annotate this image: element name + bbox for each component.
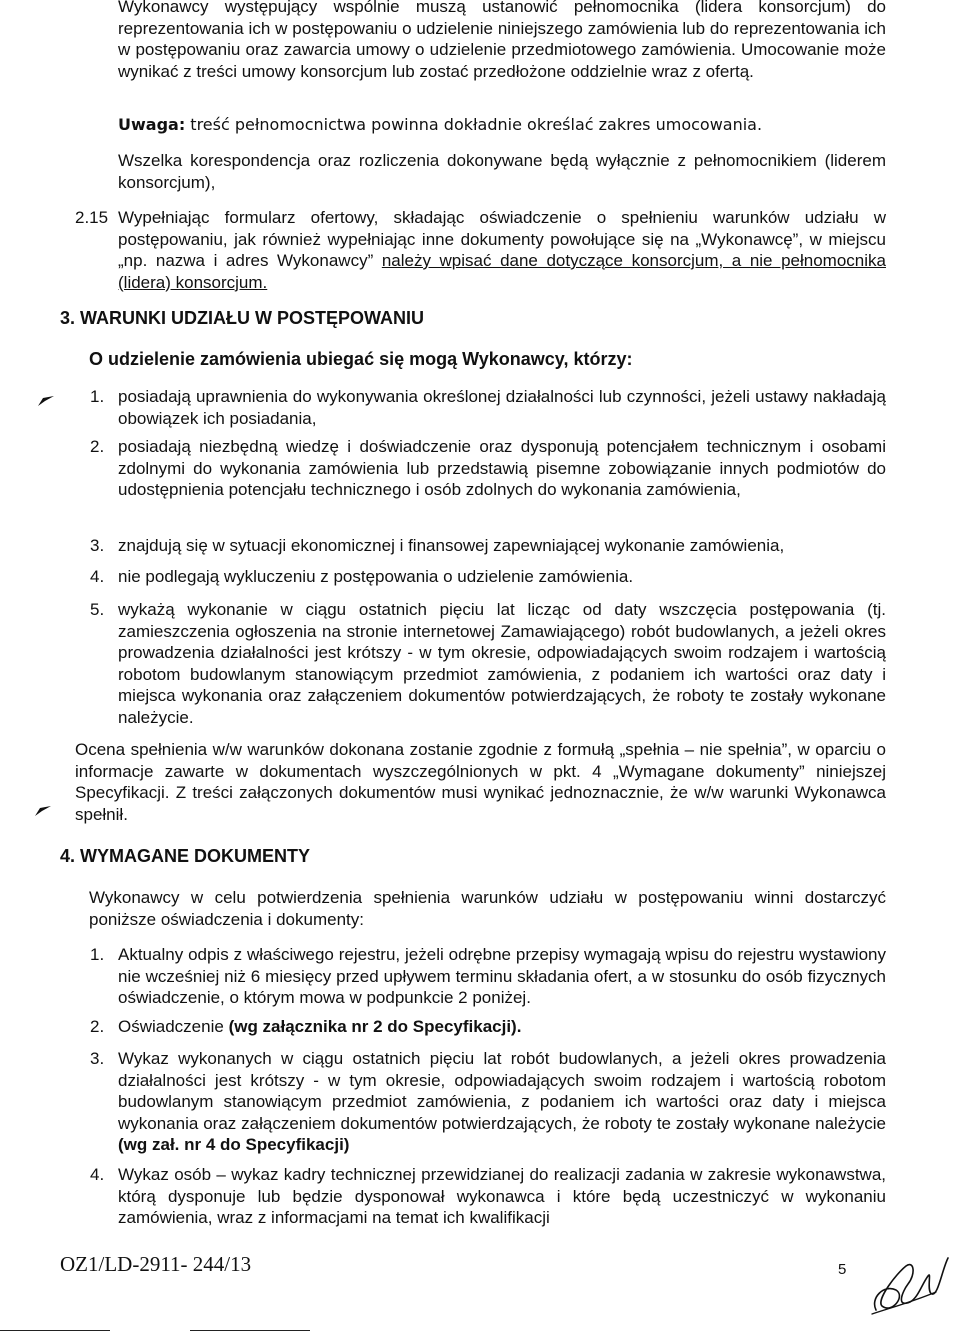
bottom-rule-mid — [190, 1330, 310, 1331]
s4-item-2-text: Oświadczenie — [118, 1017, 229, 1036]
s3-item-2-text: posiadają niezbędną wiedzę i doświadczenie oraz dysponują potencjałem technicznym i osobami zdolnymi do wykonania zamówienia lub przedstawią pisemne zobowiązanie innych podmiotów do udostępnienia potencjału technicznego i osób zdolnych do wykonania zamówienia, — [118, 437, 886, 499]
s4-item-2-bold: (wg załącznika nr 2 do Specyfikacji). — [228, 1017, 522, 1036]
point-2-15-underlined: należy wpisać dane dotyczące konsorcjum, a nie pełnomocnika (lidera) konsorcjum. — [118, 251, 886, 292]
s4-item-3-number: 3. — [90, 1049, 105, 1068]
section-4-heading: 4. WYMAGANE DOKUMENTY — [60, 846, 311, 866]
s3-item-3-text: znajdują się w sytuacji ekonomicznej i finansowej zapewniającej wykonanie zamówienia, — [118, 536, 785, 555]
bottom-rule-left — [0, 1330, 110, 1331]
point-2-15-text: Wypełniając formularz ofertowy, składając oświadczenie o spełnieniu warunków udziału w postępowaniu, jak również wypełniając inne dokumenty powołujące się na „Wykonawcę”, w miejscu „np. nazwa i adres Wykonawcy” — [118, 208, 886, 270]
s4-item-2 — [118, 1016, 886, 1038]
consortium-paragraph: Wykonawcy występujący wspólnie muszą ustanowić pełnomocnika (lidera konsorcjum) do reprezentowania ich w postępowaniu o udzielenie niniejszego zamówienia lub do reprezentowania ich w postępowaniu oraz zawarcia umowy o udzielenie przedmiotowego zamówienia. Umocowanie może wynikać z treści umowy konsorcjum lub zostać przedłożone oddzielnie wraz z ofertą. — [118, 0, 886, 81]
s4-item-2-number: 2. — [90, 1017, 105, 1036]
s4-item-4-text: Wykaz osób – wykaz kadry technicznej przewidzianej do realizacji zadania w zakresie wykonawstwa, którą dysponuje lub będzie dysponował wykonawca i które będą uczestniczyć w wykonaniu zamówienia, wraz z informacjami na temat ich kwalifikacji — [118, 1165, 886, 1227]
correspondence-paragraph: Wszelka korespondencja oraz rozliczenia dokonywane będą wyłącznie z pełnomocnikiem (liderem konsorcjum), — [118, 151, 886, 192]
s4-item-1-text: Aktualny odpis z właściwego rejestru, jeżeli odrębne przepisy wymagają wpisu do rejestru wystawiony nie wcześniej niż 6 miesięcy przed upływem terminu składania ofert, a w stosunku do osób fizycznych oświadczenie, o którym mowa w podpunkcie 2 poniżej. — [118, 945, 886, 1007]
uwaga-label: Uwaga: — [118, 115, 186, 134]
s4-item-3-bold: (wg zał. nr 4 do Specyfikacji) — [118, 1135, 350, 1154]
document-code: OZ1/LD-2911- 244/13 — [60, 1252, 252, 1276]
s3-item-2-number: 2. — [90, 437, 105, 456]
s4-item-1-number: 1. — [90, 945, 105, 964]
section-3-subheading: O udzielenie zamówienia ubiegać się mogą Wykonawcy, którzy: — [89, 349, 633, 369]
margin-arrow-mark — [37, 395, 55, 407]
s4-item-3 — [118, 1048, 886, 1156]
section-3-heading: 3. WARUNKI UDZIAŁU W POSTĘPOWANIU — [60, 308, 424, 328]
handwritten-signature — [866, 1244, 952, 1322]
ocena-paragraph: Ocena spełnienia w/w warunków dokonana zostanie zgodnie z formułą „spełnia – nie spełnia”, w oparciu o informacje zawarte w dokumentach wyszczególnionych w pkt. 4 „Wymagane dokumenty” niniejszej Specyfikacji. Z treści załączonych dokumentów musi wynikać jednoznacznie, że w/w warunki Wykonawca spełnił. — [75, 740, 886, 824]
page-number: 5 — [838, 1261, 847, 1278]
s4-item-4-number: 4. — [90, 1165, 105, 1184]
s3-item-5-number: 5. — [90, 600, 105, 619]
uwaga-text: treść pełnomocnictwa powinna dokładnie określać zakres umocowania. — [185, 115, 763, 134]
s3-item-4-number: 4. — [90, 567, 105, 586]
s3-item-5-text: wykażą wykonanie w ciągu ostatnich pięciu lat licząc od daty wszczęcia postępowania (tj. zamieszczenia ogłoszenia na stronie internetowej Zamawiającego) robót budowlanych, a jeżeli okres prowadzenia działalności jest krótszy - w tym okresie, odpowiadających swoim rodzajem i wartością robotom budowlanym stanowiącym przedmiot zamówienia, z podaniem ich wartości oraz daty i miejsca wykonania oraz załączeniem dokumentów potwierdzających, że roboty te zostały wykonane należycie. — [118, 600, 886, 727]
uwaga-paragraph — [118, 114, 886, 136]
s4-item-3-text: Wykaz wykonanych w ciągu ostatnich pięciu lat robót budowlanych, a jeżeli okres prowadzenia działalności jest krótszy - w tym okresie, odpowiadających swoim rodzajem i wartością robotom budowlanym stanowiącym przedmiot zamówienia, z podaniem ich wartości oraz daty i miejsca wykonania oraz załączeniem dokumentów potwierdzających, że roboty te zostały wykonane należycie — [118, 1049, 886, 1133]
point-2-15-paragraph — [118, 207, 886, 293]
s3-item-3-number: 3. — [90, 536, 105, 555]
s3-item-4-text: nie podlegają wykluczeniu z postępowania o udzielenie zamówienia. — [118, 567, 634, 586]
section-4-intro: Wykonawcy w celu potwierdzenia spełnienia warunków udziału w postępowaniu winni dostarczyć poniższe oświadczenia i dokumenty: — [89, 888, 886, 929]
s3-item-1-number: 1. — [90, 387, 105, 406]
s3-item-1-text: posiadają uprawnienia do wykonywania określonej działalności lub czynności, jeżeli ustawy nakładają obowiązek ich posiadania, — [118, 387, 886, 428]
margin-arrow-mark-2 — [34, 805, 52, 817]
point-2-15-number: 2.15 — [75, 208, 109, 227]
